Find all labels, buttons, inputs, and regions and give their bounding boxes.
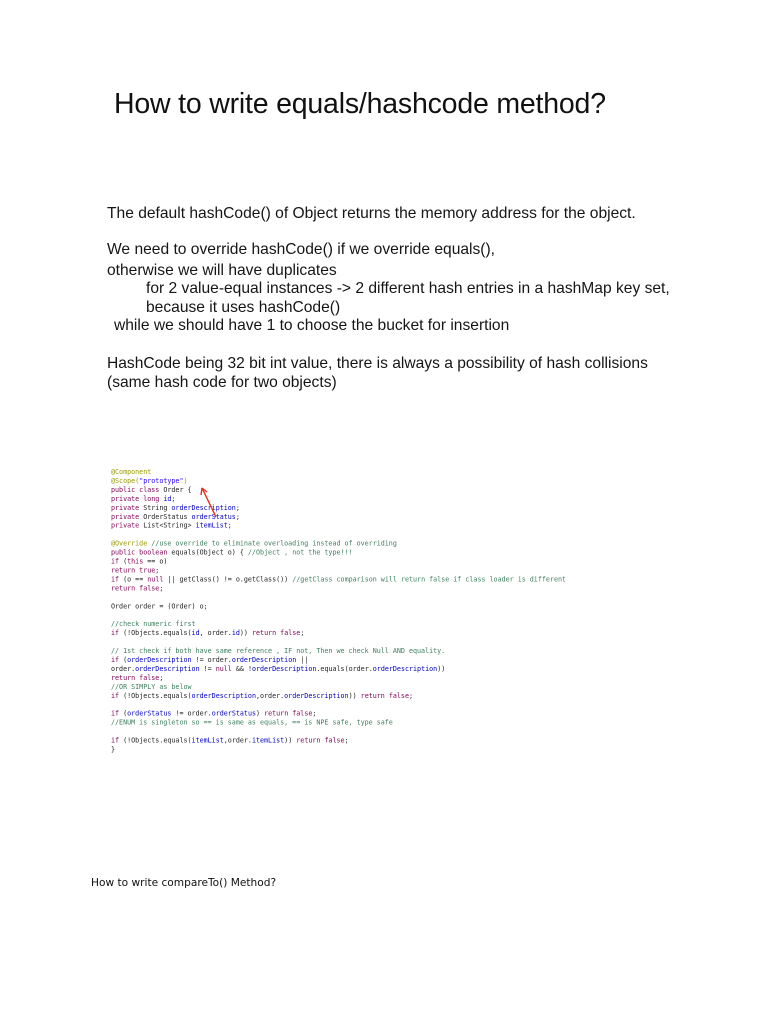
paragraph-line: The default hashCode() of Object returns the memory address for the object. <box>107 205 636 222</box>
code-line: private List<String> itemList; <box>111 521 232 530</box>
paragraph-line: (same hash code for two objects) <box>107 374 337 391</box>
paragraph-line: We need to override hashCode() if we override equals(), <box>107 241 496 258</box>
code-line: //ENUM is singleton so == is same as equals, == is NPE safe, type safe <box>111 718 393 727</box>
code-line: if (this == o) <box>111 557 168 566</box>
paragraph-line: while we should have 1 to choose the bucket for insertion <box>114 317 510 334</box>
code-screenshot <box>102 462 702 762</box>
code-line: @Scope("prototype") <box>111 476 188 485</box>
code-listing <box>102 462 702 762</box>
code-line: if (orderDescription != order.orderDescription || <box>111 655 309 664</box>
paragraph-line: otherwise we will have duplicates <box>107 262 337 279</box>
code-line: //OR SIMPLY as below <box>111 682 192 691</box>
code-line: public class Order { <box>111 485 192 494</box>
code-line: if (o == null || getClass() != o.getClass()) //getClass comparison will return false if class loader is different <box>111 575 567 584</box>
code-line: public boolean equals(Object o) { //Object , not the type!!! <box>111 548 353 557</box>
code-line: // 1st check if both have same reference , IF not, Then we check Null AND equality. <box>111 647 446 655</box>
code-line: //check numeric first <box>111 620 196 629</box>
code-line: return false; <box>111 673 164 682</box>
footer-heading: How to write compareTo() Method? <box>91 877 277 889</box>
code-line: if (!Objects.equals(orderDescription,order.orderDescription)) return false; <box>111 691 414 700</box>
code-line: @Component <box>111 468 152 476</box>
paragraph-line: for 2 value-equal instances -> 2 different hash entries in a hashMap key set, <box>146 280 670 297</box>
code-line: private String orderDescription; <box>111 503 240 512</box>
code-line: @Override //use override to eliminate overloading instead of overriding <box>111 539 397 548</box>
code-line: order.orderDescription != null && !orderDescription.equals(order.orderDescription)) <box>111 664 446 673</box>
paragraph-line: because it uses hashCode() <box>146 299 341 316</box>
code-line: return true; <box>111 566 160 575</box>
code-line: Order order = (Order) o; <box>111 602 208 611</box>
code-line: if (orderStatus != order.orderStatus) return false; <box>111 709 317 718</box>
paragraph-line: HashCode being 32 bit int value, there is always a possibility of hash collisions <box>107 355 648 372</box>
page-title: How to write equals/hashcode method? <box>114 88 606 120</box>
code-line: return false; <box>111 584 164 593</box>
code-line: if (!Objects.equals(itemList,order.itemList)) return false; <box>111 736 349 745</box>
code-line: private OrderStatus orderStatus; <box>111 512 240 521</box>
code-line: if (!Objects.equals(id, order.id)) return false; <box>111 629 305 638</box>
code-line: } <box>111 745 116 754</box>
code-line: private long id; <box>111 494 176 503</box>
